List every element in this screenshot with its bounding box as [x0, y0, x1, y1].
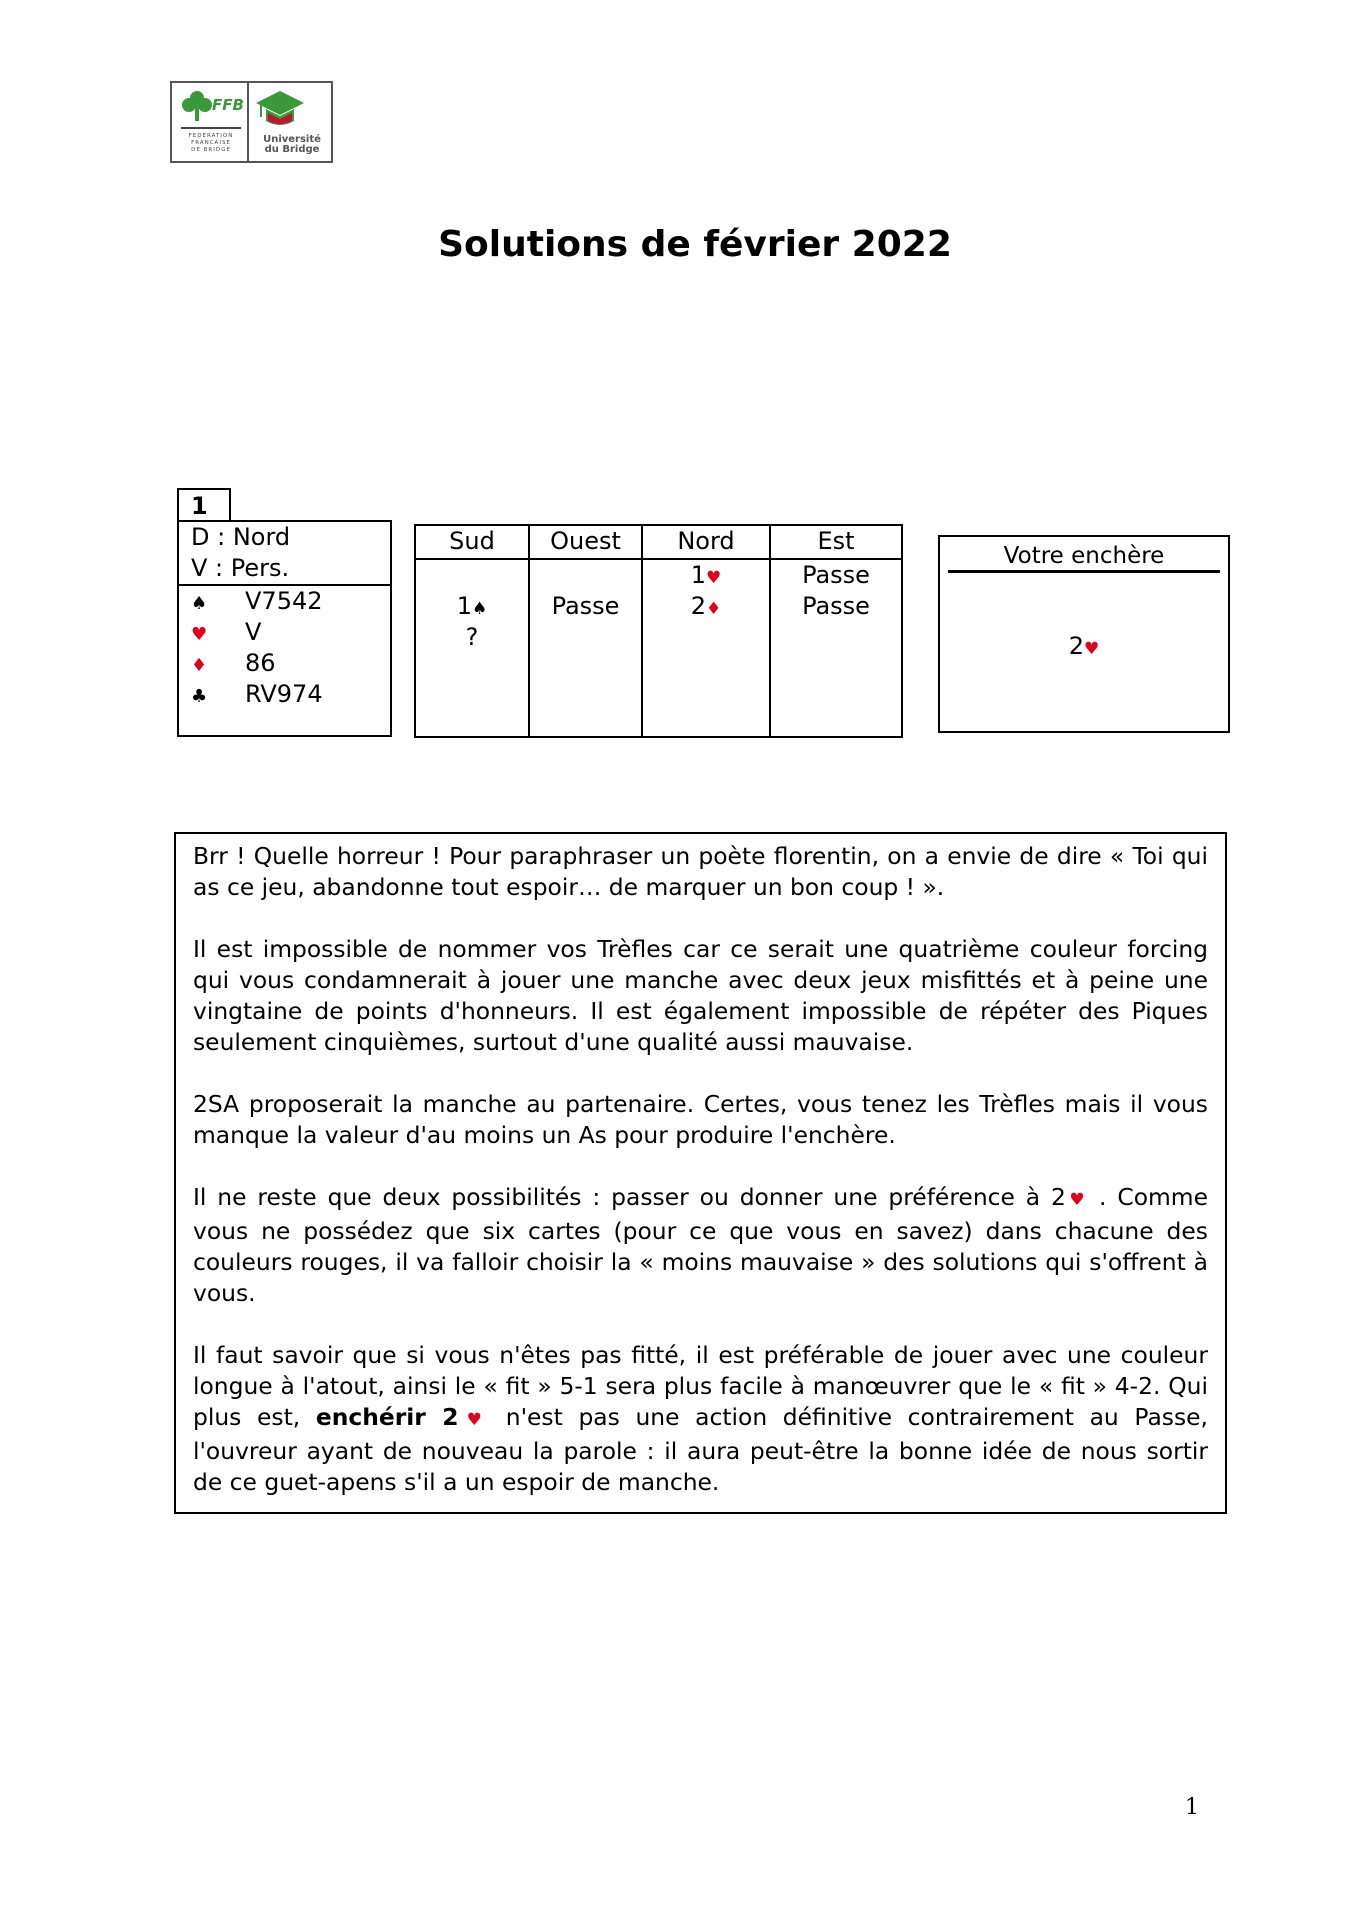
university-text: [252, 135, 332, 155]
solution-text-box: [174, 832, 1227, 1514]
bid-cell: [416, 591, 528, 625]
federation-line: FEDERATION: [188, 133, 234, 139]
club-icon: ♣: [191, 686, 208, 707]
federation-line: DE BRIDGE: [191, 147, 231, 153]
dealer-label: D : Nord: [191, 523, 291, 551]
university-line: Université: [263, 134, 321, 145]
header-sud: Sud: [449, 527, 495, 555]
bid-cell: Passe: [551, 592, 620, 620]
answer-box: [938, 535, 1230, 733]
page-title: Solutions de février 2022: [438, 224, 952, 265]
spade-icon: ♠: [472, 599, 488, 619]
text-span: Il faut savoir que si vous n'êtes pas fitté, il est préférable de jouer avec une couleur longue à l'atout, ainsi le « fit » 5-1 sera plus facile à manœuvrer que le « fit » 4-2. Qui plus est,: [193, 1341, 1208, 1431]
heart-icon: ♥: [191, 624, 208, 645]
bid-cell: [643, 560, 769, 594]
deal-number: 1: [177, 488, 231, 521]
logo-divider: [247, 83, 249, 161]
header-est: Est: [817, 527, 855, 555]
page-number: 1: [1185, 1795, 1199, 1820]
answer-title: Votre enchère: [1003, 543, 1165, 569]
diamond-icon: ♦: [191, 655, 208, 676]
text-span: . Comme vous ne possédez que six cartes (pour ce que vous en savez) dans chacune des couleurs rouges, il va falloir choisir la « moins mauvaise » des solutions qui s'offrent à vous.: [193, 1183, 1208, 1307]
heart-icon: ♥: [458, 1410, 491, 1430]
solution-paragraph: [193, 1340, 1208, 1498]
solution-paragraph: Brr ! Quelle horreur ! Pour paraphraser un poète florentin, on a envie de dire « Toi qui as ce jeu, abandonne tout espoir… de marquer un bon coup ! ».: [193, 842, 1208, 901]
hand-suit-row: [191, 679, 323, 712]
diamond-cards: 86: [245, 649, 276, 677]
heart-icon: ♥: [1084, 639, 1100, 659]
heart-icon: ♥: [1065, 1190, 1089, 1210]
spade-cards: V7542: [245, 587, 323, 615]
bid-cell: ?: [465, 623, 479, 651]
bidding-table: [414, 524, 903, 738]
bid-cell: Passe: [802, 592, 870, 620]
answer-bid: [940, 632, 1228, 660]
answer-divider: [948, 570, 1220, 573]
bold-text: enchérir 2: [315, 1403, 459, 1431]
heart-cards: V: [245, 618, 262, 646]
answer-level: 2: [1068, 632, 1085, 660]
hand-box: [177, 520, 392, 737]
solution-paragraph: [193, 1182, 1208, 1309]
graduation-cap-icon: [254, 89, 306, 133]
federation-line: FRANCAISE: [191, 140, 231, 146]
hand-suit-row: [191, 648, 276, 681]
solution-paragraph: 2SA proposerait la manche au partenaire. Certes, vous tenez les Trèfles mais il vous manque la valeur d'au moins un As pour produire l'enchère.: [193, 1090, 1208, 1149]
ffb-text: FFB: [212, 96, 244, 114]
hand-suit-row: [191, 617, 261, 650]
text-span: n'est pas une action définitive contrairement au Passe, l'ouvreur ayant de nouveau la parole : il aura peut-être la bonne idée de nous sortir de ce guet-apens s'il a un espoir de manche.: [193, 1403, 1208, 1496]
bid-cell: Passe: [802, 561, 870, 589]
spade-icon: ♠: [191, 593, 208, 614]
bid-cell: [643, 591, 769, 625]
bid-level: 1: [456, 592, 473, 620]
bid-level: 1: [690, 561, 707, 589]
ffb-logo: [170, 81, 333, 163]
hand-suit-row: [191, 586, 323, 619]
text-span: Il ne reste que deux possibilités : passer ou donner une préférence à 2: [193, 1183, 1066, 1211]
vulnerability-label: V : Pers.: [191, 554, 290, 582]
bid-level: 2: [690, 592, 707, 620]
club-cards: RV974: [245, 680, 323, 708]
university-line: du Bridge: [264, 144, 320, 155]
clover-tree-icon: [180, 89, 214, 123]
header-ouest: Ouest: [550, 527, 621, 555]
diamond-icon: ♦: [706, 599, 722, 619]
solution-paragraph: Il est impossible de nommer vos Trèfles car ce serait une quatrième couleur forcing qui vous condamnerait à jouer une manche avec deux jeux misfittés et à peine une vingtaine de points d'honneurs. Il est également impossible de répéter des Piques seulement cinquièmes, surtout d'une qualité aussi mauvaise.: [193, 935, 1208, 1056]
header-nord: Nord: [677, 527, 735, 555]
heart-icon: ♥: [706, 568, 722, 588]
logo-rule: [181, 127, 241, 129]
